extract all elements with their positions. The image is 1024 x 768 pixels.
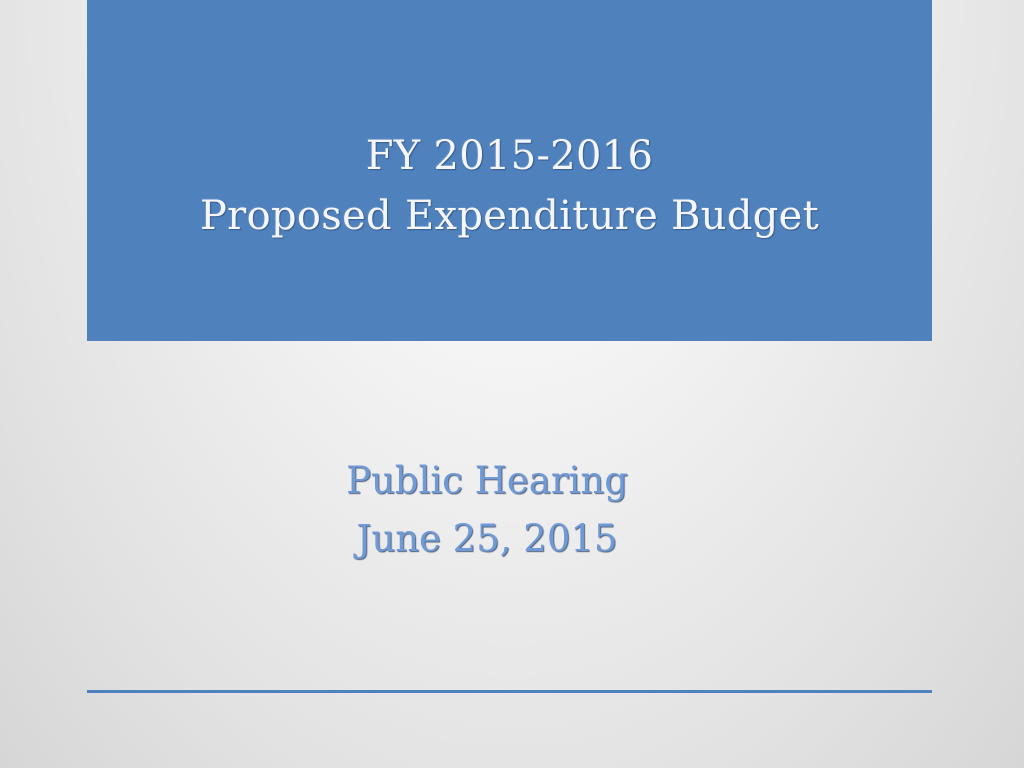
bottom-divider xyxy=(87,690,932,693)
title-line-fiscal-year: FY 2015-2016 xyxy=(365,132,654,179)
slide-title xyxy=(200,126,819,246)
title-line-budget: Proposed Expenditure Budget xyxy=(199,192,820,239)
title-panel xyxy=(87,0,932,341)
subtitle-line-event: Public Hearing xyxy=(346,459,628,502)
slide-subtitle xyxy=(87,452,887,568)
subtitle-line-date: June 25, 2015 xyxy=(356,517,618,560)
